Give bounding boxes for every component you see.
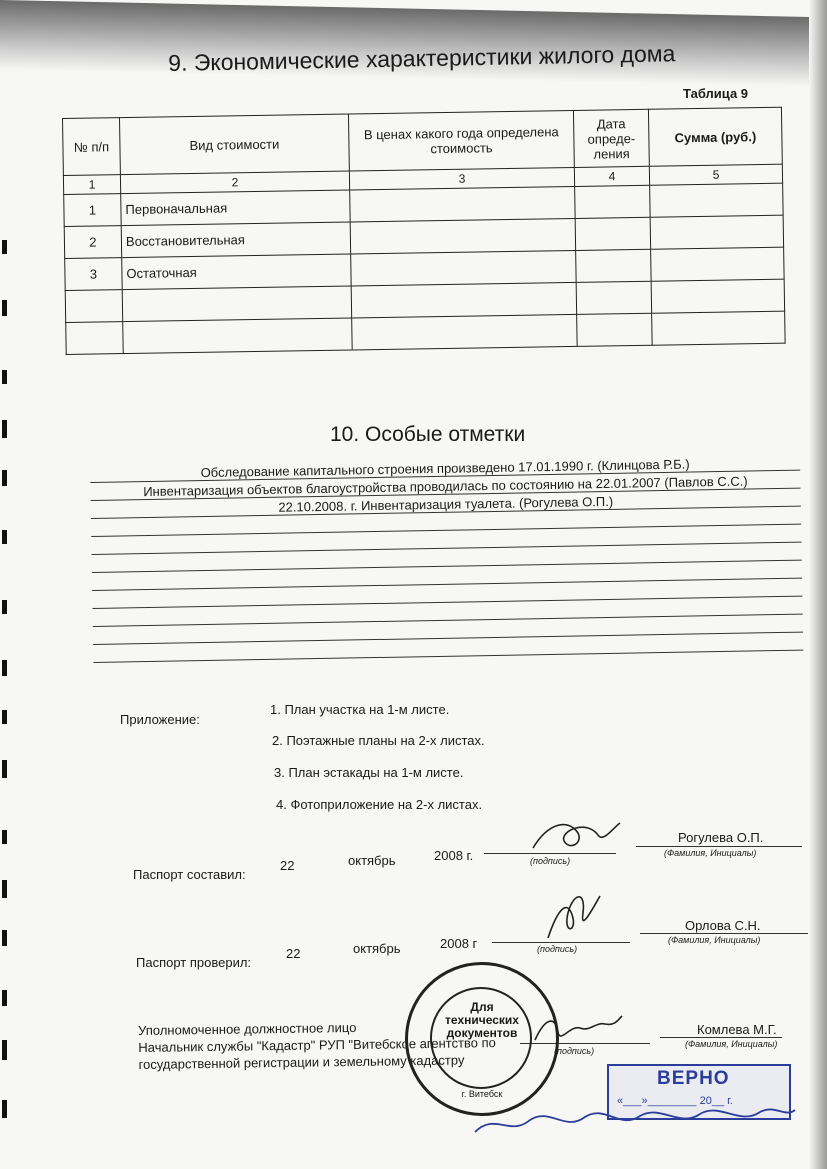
checked-name: Орлова С.Н. <box>685 918 761 933</box>
appendix-label: Приложение: <box>120 712 200 727</box>
verno-title: ВЕРНО <box>657 1068 730 1089</box>
appendix-item: 3. План эстакады на 1-м листе. <box>274 765 464 780</box>
verno-date-line: «___»________ 20__ г. <box>617 1095 733 1107</box>
col-header-type: Вид стоимости <box>120 114 350 175</box>
col-header-date: Дата опреде- ления <box>573 109 649 167</box>
compiled-day: 22 <box>280 858 295 873</box>
appendix-item: 1. План участка на 1-м листе. <box>270 702 450 717</box>
scan-shadow <box>0 0 827 87</box>
checked-day: 22 <box>286 946 301 961</box>
compiled-name-line <box>636 846 802 847</box>
note-line: Обследование капитального строения произведено 17.01.1990 г. (Клинцова Р.Б.) <box>90 453 800 483</box>
col-header-sum: Сумма (руб.) <box>648 107 782 166</box>
official-line: Начальник службы "Кадастр" РУП "Витебское агентство по <box>138 1035 496 1055</box>
note-line: 22.10.2008. г. Инвентаризация туалета. (Рогулева О.П.) <box>91 489 801 519</box>
table-caption: Таблица 9 <box>683 86 749 101</box>
official-line: Уполномоченное должностное лицо <box>138 1019 357 1038</box>
seal-city: г. Витебск <box>461 1089 503 1099</box>
scan-edge-shadow <box>809 0 827 1169</box>
compiled-name: Рогулева О.П. <box>678 830 764 845</box>
compiled-name-hint: (Фамилия, Инициалы) <box>664 848 757 858</box>
compiled-label: Паспорт составил: <box>133 867 246 882</box>
col-header-year: В ценах какого года определена стоимость <box>348 110 574 171</box>
compiled-month: октябрь <box>348 853 396 868</box>
official-line: государственной регистрации и земельному кадастру <box>138 1052 465 1072</box>
checked-label: Паспорт проверил: <box>136 955 252 970</box>
section-9-title: 9. Экономические характеристики жилого дома <box>168 40 676 76</box>
appendix-item: 2. Поэтажные планы на 2-х листах. <box>272 733 485 748</box>
official-name-line <box>660 1037 782 1038</box>
checked-month: октябрь <box>353 941 401 956</box>
official-sign-hint: (подпись) <box>554 1046 595 1056</box>
col-header-num: № п/п <box>63 118 121 176</box>
round-seal: Для технических документов г. Витебск <box>405 962 559 1116</box>
checked-name-hint: (Фамилия, Инициалы) <box>668 935 761 945</box>
column-number-row: 1 2 3 4 5 <box>63 164 782 194</box>
compiled-sign-hint: (подпись) <box>530 856 571 866</box>
official-name: Комлева М.Г. <box>697 1022 777 1037</box>
note-line: Инвентаризация объектов благоустройства проводилась по состоянию на 22.01.2007 (Павлов С.С.) <box>90 471 800 501</box>
checked-sign-hint: (подпись) <box>537 944 578 954</box>
compiled-year: 2008 г. <box>434 848 474 863</box>
table-row: 1 Первоначальная <box>64 183 783 226</box>
checked-signature <box>538 888 608 948</box>
compiled-signature <box>528 813 623 858</box>
economic-table <box>62 107 786 355</box>
section-10-title: 10. Особые отметки <box>330 423 526 446</box>
table-row: 2 Восстановительная <box>64 215 783 258</box>
checked-name-line <box>640 933 808 934</box>
appendix-item: 4. Фотоприложение на 2-х листах. <box>276 797 483 812</box>
official-name-hint: (Фамилия, Инициалы) <box>685 1039 778 1049</box>
blue-handwriting <box>470 1092 800 1152</box>
checked-year: 2008 г <box>440 936 478 951</box>
special-notes <box>90 453 803 663</box>
table-row: 3 Остаточная <box>65 247 784 290</box>
